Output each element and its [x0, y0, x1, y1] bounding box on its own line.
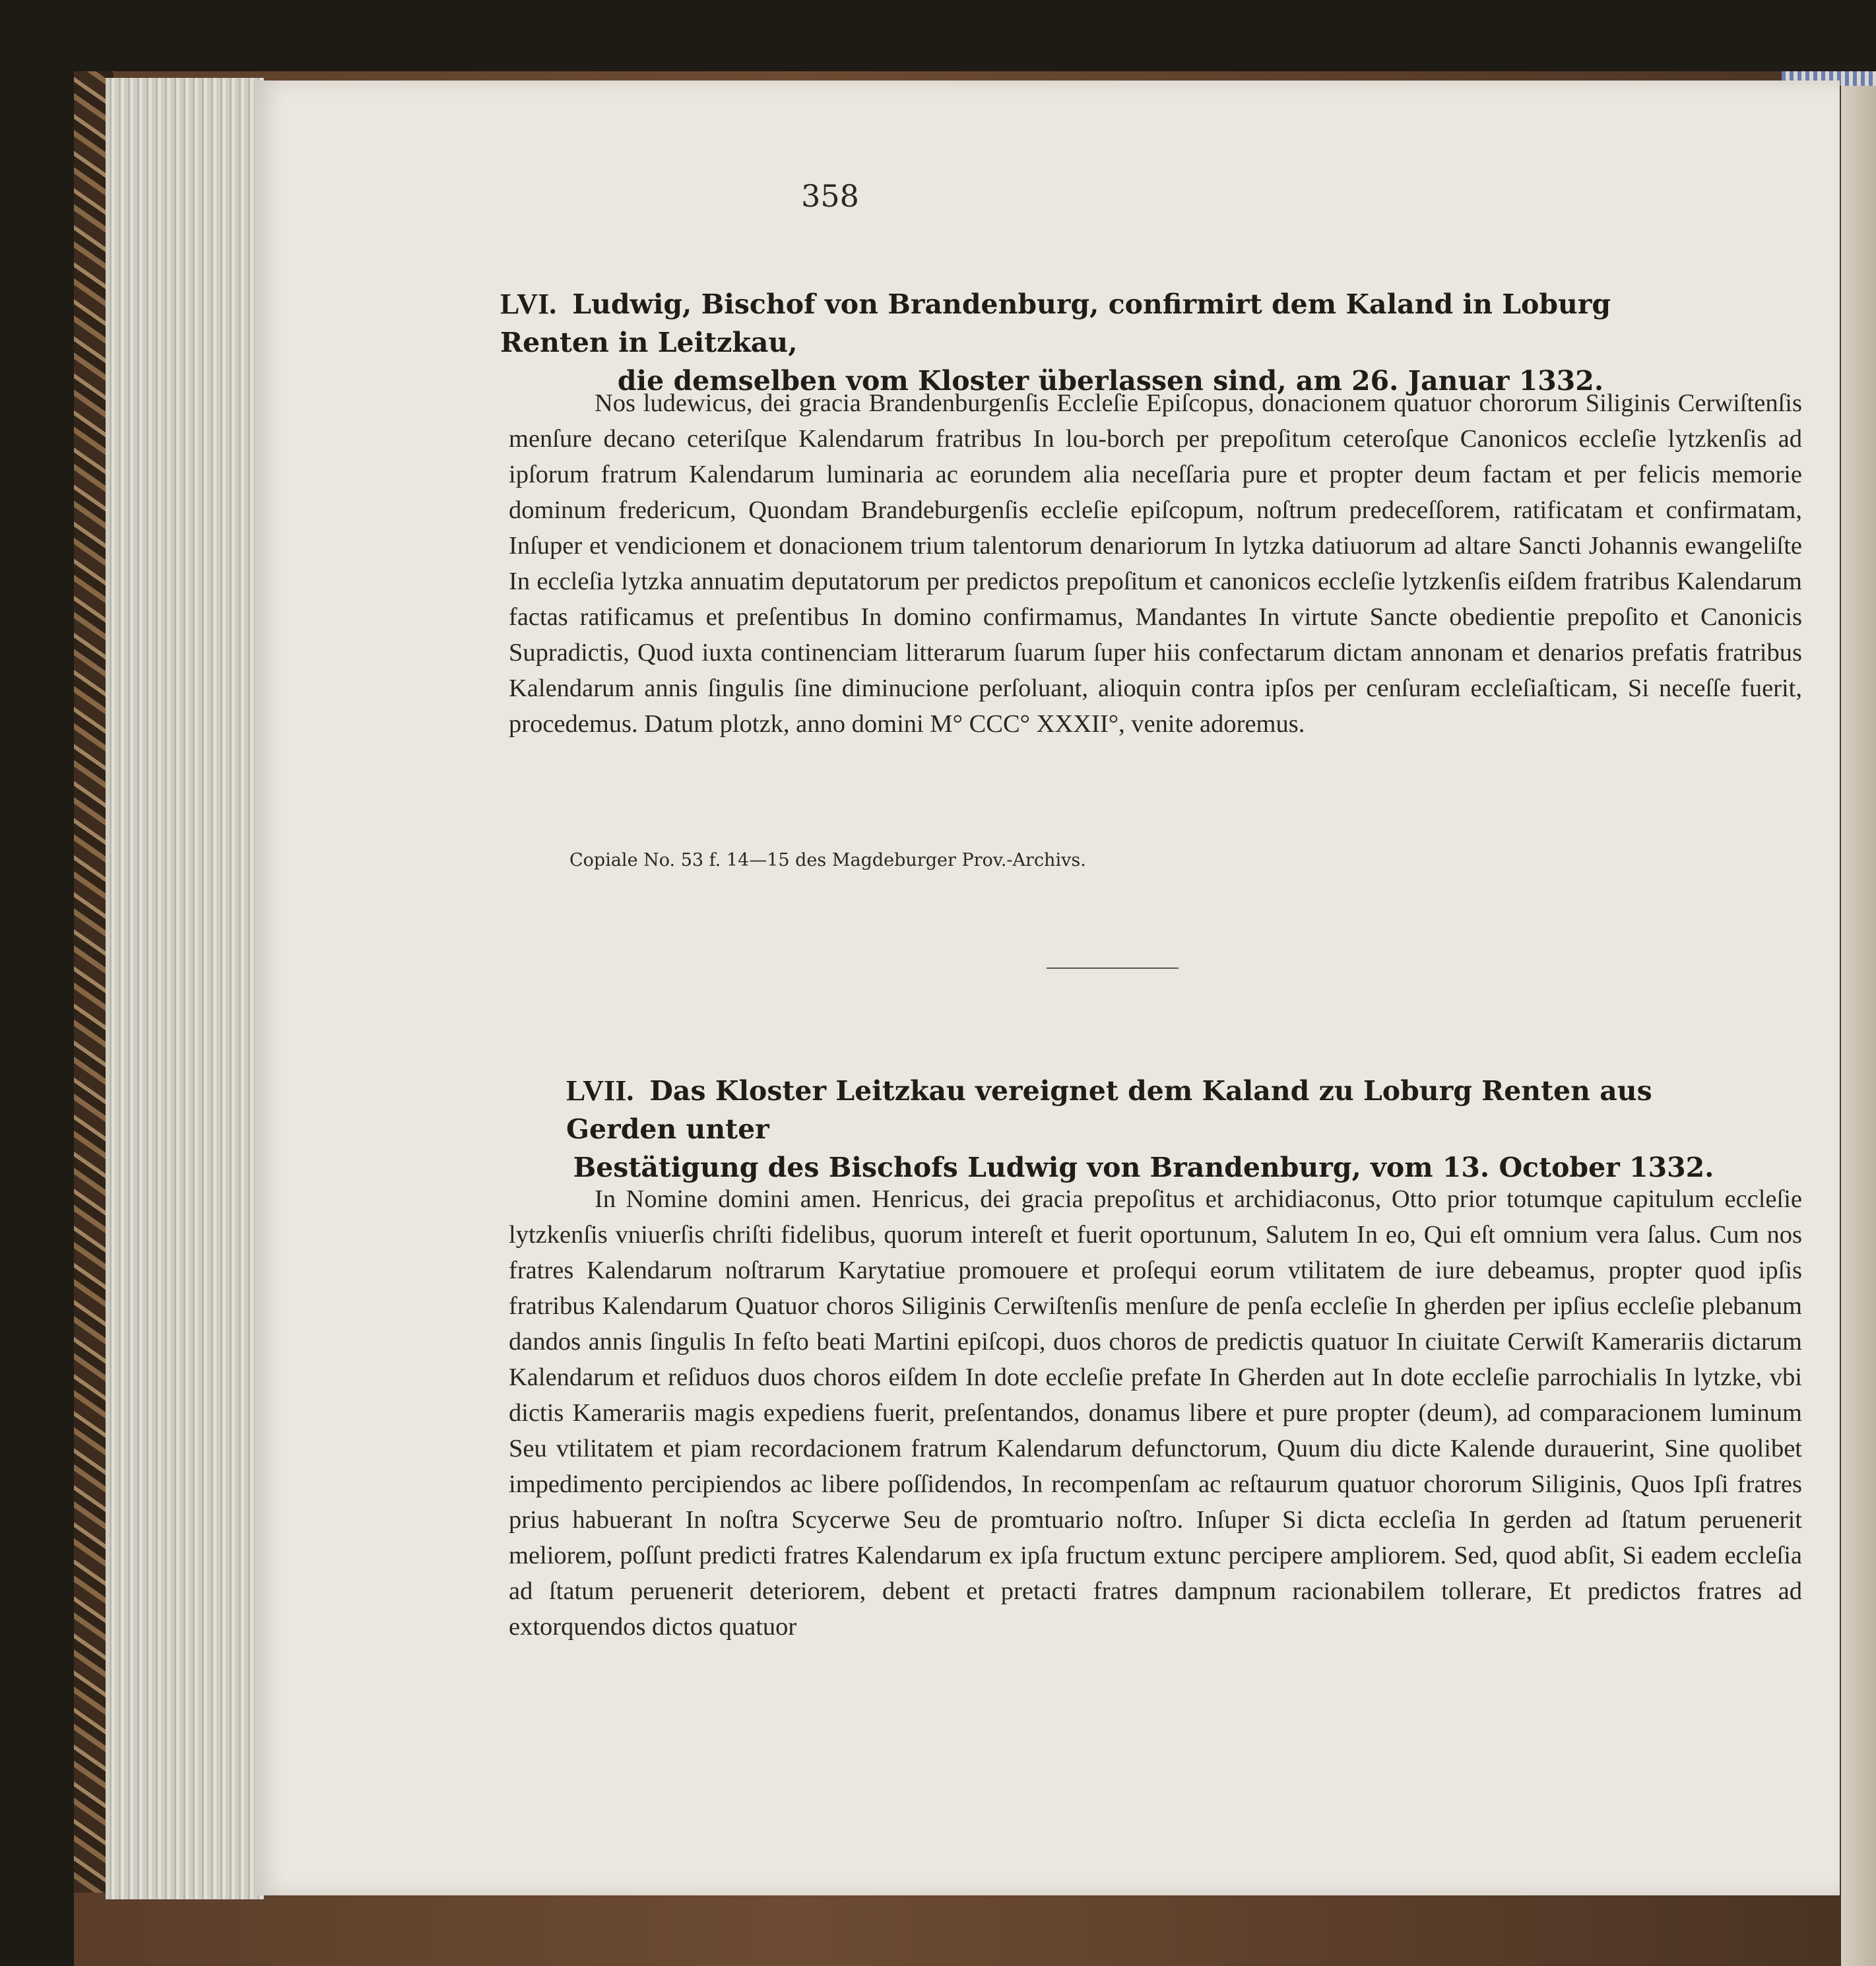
facing-page-edge [1841, 71, 1876, 1966]
charter-56-number: LVI. [500, 288, 557, 320]
page-stack-edges [106, 78, 264, 1899]
charter-57-title-line1: Das Kloster Leitzkau vereignet dem Kaland zu Loburg Renten aus Gerden unter [566, 1075, 1652, 1145]
page-number: 358 [801, 178, 859, 214]
charter-57-text: In Nomine domini amen. Henricus, dei gracia prepoſitus et archidiaconus, Otto prior totumque capitulum eccleſie lytzkenſis vniuerſis chriſti fidelibus, quorum intereſt et fuerit oportunum, Salutem In eo, Qui eſt omnium vera ſalus. Cum nos fratres Kalendarum noſtrarum Karytatiue promouere et proſequi eorum vtilitatem de iure debeamus, propter quod ipſis fratribus Kalendarum Quatuor choros Siliginis Cerwiſtenſis menſure de penſa eccleſie In gherden per ipſius eccleſie plebanum dandos annis ſingulis In feſto beati Martini epiſcopi, duos choros de predictis quatuor In ciuitate Cerwiſt Kamerariis dictarum Kalendarum et reſiduos duos choros eiſdem In dote eccleſie prefate In Gherden aut In dote eccleſie parrochialis In lytzke, vbi dictis Kamerariis magis expediens fuerit, preſentandos, donamus libere et pure propter (deum), ad comparacionem luminum Seu vtilitatem et piam recordacionem fratrum Kalendarum defunctorum, Quum diu dicte Kalende durauerint, Sine quolibet impedimento percipiendos ac libere poſſidendos, In recompenſam ac reſtaurum quatuor chororum Siliginis, Quos Ipſi fratres prius habuerant In noſtra Scycerwe Seu de promtuario noſtro. Inſuper Si dicta eccleſia In gerden ad ſtatum peruenerit meliorem, poſſunt predicti fratres Kalendarum ex ipſa fructum extunc percipere ampliorem. Sed, quod abſit, Si eadem eccleſia ad ſtatum peruenerit deteriorem, debent et pretacti fratres dampnum racionabilem tollerare, Et predictos fratres ad extorquendos dictos quatuor [509, 1185, 1802, 1641]
charter-56-source: Copiale No. 53 f. 14—15 des Magdeburger Prov.-Archivs. [569, 850, 1086, 870]
charter-56-title-line2: die demselben vom Kloster überlassen sind, am 26. Januar 1332. [617, 365, 1604, 397]
book-page [256, 81, 1840, 1895]
charter-56-title-line1: Ludwig, Bischof von Brandenburg, confirmirt dem Kaland in Loburg Renten in Leitzkau, [500, 288, 1611, 358]
charter-57-title-line2: Bestätigung des Bischofs Ludwig von Brandenburg, vom 13. October 1332. [573, 1152, 1714, 1183]
section-separator [1047, 967, 1179, 969]
charter-56-heading [500, 285, 1721, 400]
charter-57-number: LVII. [566, 1074, 634, 1107]
charter-56-text: Nos ludewicus, dei gracia Brandenburgenſis Eccleſie Epiſcopus, donacionem quatuor chororum Siliginis Cerwiſtenſis menſure decano ceteriſque Kalendarum fratribus In lou-borch per prepoſitum ceteroſque Canonicos eccleſie lytzkenſis ad ipſorum fratrum Kalendarum luminaria ac eorundem alia neceſſaria pure et propter deum factam et per felicis memorie dominum fredericum, Quondam Brandeburgenſis eccleſie epiſcopum, noſtrum predeceſſorem, ratificatam et confirmatam, Inſuper et vendicionem et donacionem trium talentorum denariorum In lytzka datiuorum ad altare Sancti Johannis ewangeliſte In eccleſia lytzka annuatim deputatorum per predictos prepoſitum et canonicos eccleſie lytzkenſis eiſdem fratribus Kalendarum factas ratificamus et preſentibus In domino confirmamus, Mandantes In virtute Sancte obedientie prepoſito et Canonicis Supradictis, Quod iuxta continenciam litterarum ſuarum ſuper hiis confectarum dictam annonam et denarios prefatis fratribus Kalendarum annis ſingulis ſine diminucione perſoluant, alioquin contra ipſos per cenſuram eccleſiaſticam, Si neceſſe fuerit, procedemus. Datum plotzk, anno domini M° CCC° XXXII°, venite adoremus. [509, 389, 1802, 738]
charter-57-heading [566, 1072, 1721, 1187]
